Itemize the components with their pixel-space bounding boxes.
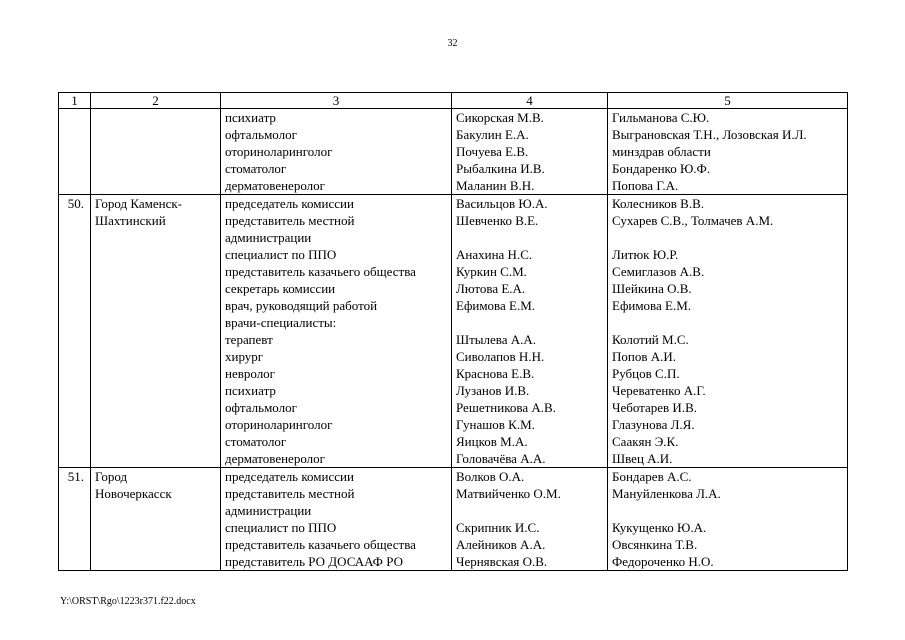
role-line: терапевт bbox=[225, 332, 273, 347]
reserve-line: Череватенко А.Г. bbox=[612, 383, 706, 398]
city-line: Город Каменск- bbox=[95, 196, 183, 211]
reserve-cell bbox=[608, 468, 848, 571]
reserve-line bbox=[612, 229, 843, 246]
member-line: Васильцов Ю.А. bbox=[456, 196, 548, 211]
table-row bbox=[59, 195, 848, 468]
member-line: Чернявская О.В. bbox=[456, 554, 548, 569]
city-cell bbox=[91, 109, 221, 195]
column-header: 2 bbox=[91, 93, 221, 109]
member-cell bbox=[452, 109, 608, 195]
row-number-text: 50. bbox=[67, 196, 84, 211]
role-line: оториноларинголог bbox=[225, 144, 333, 159]
reserve-line: Семиглазов А.В. bbox=[612, 264, 705, 279]
city-line: Новочеркасск bbox=[95, 486, 172, 501]
role-line: дерматовенеролог bbox=[225, 178, 325, 193]
commission-table bbox=[58, 92, 848, 571]
member-line: Шевченко В.Е. bbox=[456, 213, 539, 228]
role-line: офтальмолог bbox=[225, 127, 297, 142]
reserve-line: Овсянкина Т.В. bbox=[612, 537, 698, 552]
reserve-line: Колесников В.В. bbox=[612, 196, 705, 211]
table-row bbox=[59, 468, 848, 571]
role-line: администрации bbox=[225, 503, 312, 518]
reserve-line: Швец А.И. bbox=[612, 451, 673, 466]
reserve-line: минздрав области bbox=[612, 144, 711, 159]
role-line: администрации bbox=[225, 230, 312, 245]
member-line: Почуева Е.В. bbox=[456, 144, 529, 159]
member-cell bbox=[452, 468, 608, 571]
file-path-footer: Y:\ORST\Rgo\1223r371.f22.docx bbox=[60, 596, 196, 607]
page-number: 32 bbox=[447, 38, 458, 49]
member-line: Куркин С.М. bbox=[456, 264, 527, 279]
member-line: Сикорская М.В. bbox=[456, 110, 544, 125]
row-number bbox=[59, 468, 91, 571]
reserve-line: Федороченко Н.О. bbox=[612, 554, 714, 569]
column-header: 4 bbox=[452, 93, 608, 109]
member-line: Маланин В.Н. bbox=[456, 178, 535, 193]
reserve-line: Выграновская Т.Н., Лозовская И.Л. bbox=[612, 127, 807, 142]
role-line: специалист по ППО bbox=[225, 520, 337, 535]
role-line: врачи-специалисты: bbox=[225, 315, 337, 330]
role-line: офтальмолог bbox=[225, 400, 297, 415]
role-line: секретарь комиссии bbox=[225, 281, 336, 296]
column-header: 1 bbox=[59, 93, 91, 109]
role-line: хирург bbox=[225, 349, 264, 364]
reserve-line: Литюк Ю.Р. bbox=[612, 247, 679, 262]
column-header: 3 bbox=[221, 93, 452, 109]
reserve-cell bbox=[608, 195, 848, 468]
role-line: стоматолог bbox=[225, 161, 287, 176]
role-line: стоматолог bbox=[225, 434, 287, 449]
member-line: Бакулин Е.А. bbox=[456, 127, 529, 142]
role-cell bbox=[221, 195, 452, 468]
member-line: Ефимова Е.М. bbox=[456, 298, 536, 313]
member-cell bbox=[452, 195, 608, 468]
member-line: Гунашов К.М. bbox=[456, 417, 535, 432]
role-line: врач, руководящий работой bbox=[225, 298, 378, 313]
member-line: Лузанов И.В. bbox=[456, 383, 530, 398]
member-line: Головачёва А.А. bbox=[456, 451, 546, 466]
role-line: специалист по ППО bbox=[225, 247, 337, 262]
member-line: Краснова Е.В. bbox=[456, 366, 535, 381]
reserve-line: Попова Г.А. bbox=[612, 178, 679, 193]
reserve-line: Ефимова Е.М. bbox=[612, 298, 692, 313]
city-cell bbox=[91, 195, 221, 468]
member-line: Сиволапов Н.Н. bbox=[456, 349, 545, 364]
reserve-line: Глазунова Л.Я. bbox=[612, 417, 695, 432]
column-header: 5 bbox=[608, 93, 848, 109]
role-line: представитель местной bbox=[225, 213, 355, 228]
reserve-line: Бондаренко Ю.Ф. bbox=[612, 161, 711, 176]
role-line: представитель РО ДОСААФ РО bbox=[225, 554, 403, 569]
city-line: Город bbox=[95, 469, 128, 484]
role-line: председатель комиссии bbox=[225, 196, 354, 211]
reserve-line bbox=[612, 314, 843, 331]
role-line: психиатр bbox=[225, 383, 276, 398]
table-header-row bbox=[59, 93, 848, 109]
member-line bbox=[456, 314, 603, 331]
role-line: представитель казачьего общества bbox=[225, 264, 416, 279]
reserve-line: Мануйленкова Л.А. bbox=[612, 486, 721, 501]
reserve-line: Саакян Э.К. bbox=[612, 434, 679, 449]
role-cell bbox=[221, 109, 452, 195]
member-line: Матвийченко О.М. bbox=[456, 486, 561, 501]
role-line: председатель комиссии bbox=[225, 469, 354, 484]
reserve-line: Рубцов С.П. bbox=[612, 366, 680, 381]
member-line: Рыбалкина И.В. bbox=[456, 161, 545, 176]
member-line: Алейников А.А. bbox=[456, 537, 546, 552]
reserve-line: Чеботарев И.В. bbox=[612, 400, 697, 415]
member-line: Анахина Н.С. bbox=[456, 247, 533, 262]
reserve-line: Шейкина О.В. bbox=[612, 281, 692, 296]
member-line bbox=[456, 229, 603, 246]
reserve-line: Кукущенко Ю.А. bbox=[612, 520, 707, 535]
reserve-line: Колотий М.С. bbox=[612, 332, 689, 347]
reserve-line: Бондарев А.С. bbox=[612, 469, 692, 484]
role-line: психиатр bbox=[225, 110, 276, 125]
role-line: представитель казачьего общества bbox=[225, 537, 416, 552]
member-line: Скрипник И.С. bbox=[456, 520, 540, 535]
row-number-text: 51. bbox=[67, 469, 84, 484]
city-cell bbox=[91, 468, 221, 571]
reserve-cell bbox=[608, 109, 848, 195]
city-line: Шахтинский bbox=[95, 213, 166, 228]
table-row bbox=[59, 109, 848, 195]
reserve-line bbox=[612, 502, 843, 519]
member-line: Штылева А.А. bbox=[456, 332, 537, 347]
role-line: оториноларинголог bbox=[225, 417, 333, 432]
row-number bbox=[59, 109, 91, 195]
row-number bbox=[59, 195, 91, 468]
member-line: Волков О.А. bbox=[456, 469, 525, 484]
member-line: Решетникова А.В. bbox=[456, 400, 556, 415]
role-cell bbox=[221, 468, 452, 571]
reserve-line: Попов А.И. bbox=[612, 349, 677, 364]
role-line: дерматовенеролог bbox=[225, 451, 325, 466]
member-line: Яицков М.А. bbox=[456, 434, 528, 449]
member-line: Лютова Е.А. bbox=[456, 281, 526, 296]
role-line: представитель местной bbox=[225, 486, 355, 501]
reserve-line: Сухарев С.В., Толмачев А.М. bbox=[612, 213, 774, 228]
member-line bbox=[456, 502, 603, 519]
role-line: невролог bbox=[225, 366, 276, 381]
reserve-line: Гильманова С.Ю. bbox=[612, 110, 710, 125]
